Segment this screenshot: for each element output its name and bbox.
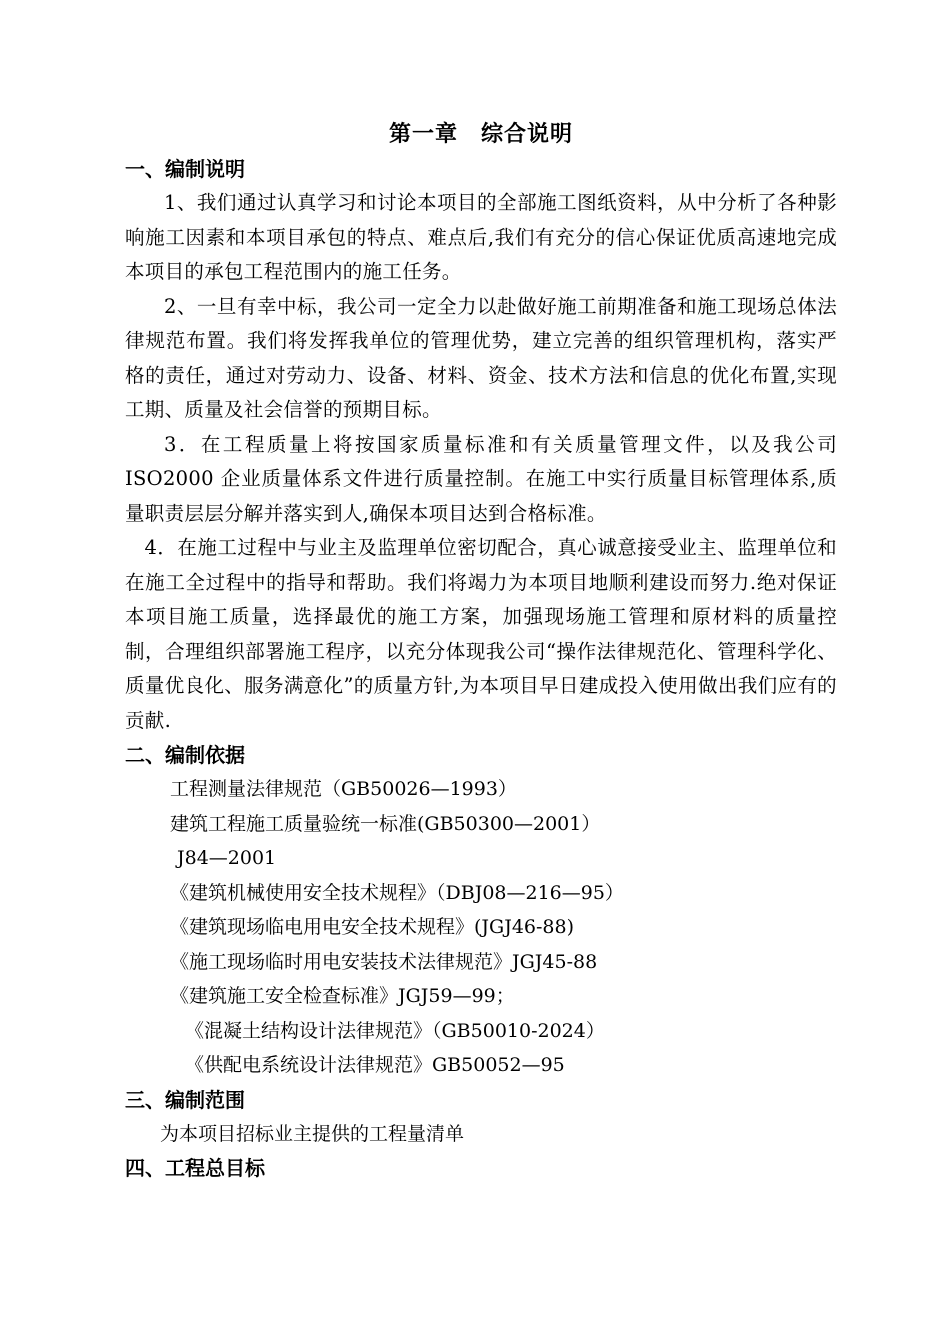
- chapter-title: 第一章 综合说明: [388, 121, 573, 147]
- reference-list: [125, 772, 837, 1083]
- reference-item: 《混凝土结构设计法律规范》（GB50010-2024）: [185, 1019, 605, 1042]
- reference-item: 建筑工程施工质量验统一标准(GB50300—2001）: [170, 812, 601, 835]
- reference-item: 《建筑施工安全检查标准》JGJ59—99；: [170, 985, 515, 1007]
- section-heading-compilation-notes: 一、编制说明: [125, 157, 245, 181]
- section-heading-compilation-scope: 三、编制范围: [125, 1087, 245, 1112]
- reference-item: 《施工现场临时用电安装技术法律规范》JGJ45-88: [170, 950, 598, 973]
- section-heading-compilation-basis: 二、编制依据: [125, 743, 245, 767]
- paragraph-3: 3．在工程质量上将按国家质量标准和有关质量管理文件，以及我公司 ISO2000 企业质量体系文件进行质量控制。在施工中实行质量目标管理体系,质量职责层层分解并落实到人,确保本项目达到合格标准。: [125, 432, 837, 525]
- paragraph-1: 1、我们通过认真学习和讨论本项目的全部施工图纸资料，从中分析了各种影响施工因素和本项目承包的特点、难点后,我们有充分的信心保证优质高速地完成本项目的承包工程范围内的施工任务。: [125, 191, 837, 283]
- paragraph-2: 2、一旦有幸中标，我公司一定全力以赴做好施工前期准备和施工现场总体法律规范布置。我们将发挥我单位的管理优势，建立完善的组织管理机构，落实严格的责任，通过对劳动力、设备、材料、资金、技术方法和信息的优化布置,实现工期、质量及社会信誉的预期目标。: [125, 294, 837, 421]
- reference-item: J84—2001: [177, 847, 277, 869]
- reference-item: 《建筑现场临电用电安全技术规程》(JGJ46-88): [170, 916, 575, 938]
- section-heading-overall-goal: 四、工程总目标: [125, 1156, 265, 1180]
- scope-text: 为本项目招标业主提供的工程量清单: [160, 1122, 465, 1145]
- reference-item: 《建筑机械使用安全技术规程》（DBJ08—216—95）: [170, 881, 624, 904]
- document-page: [125, 116, 837, 1185]
- paragraph-4: 4．在施工过程中与业主及监理单位密切配合，真心诚意接受业主、监理单位和在施工全过程中的指导和帮助。我们将竭力为本项目地顺利建设而努力.绝对保证本项目施工质量，选择最优的施工方案，加强现场施工管理和原材料的质量控制，合理组织部署施工程序，以充分体现我公司“操作法律规范化、管理科学化、质量优良化、服务满意化”的质量方针,为本项目早日建成投入使用做出我们应有的贡献.: [125, 536, 837, 732]
- reference-item: 工程测量法律规范（GB50026—1993）: [170, 778, 517, 800]
- reference-item: 《供配电系统设计法律规范》GB50052—95: [185, 1054, 565, 1076]
